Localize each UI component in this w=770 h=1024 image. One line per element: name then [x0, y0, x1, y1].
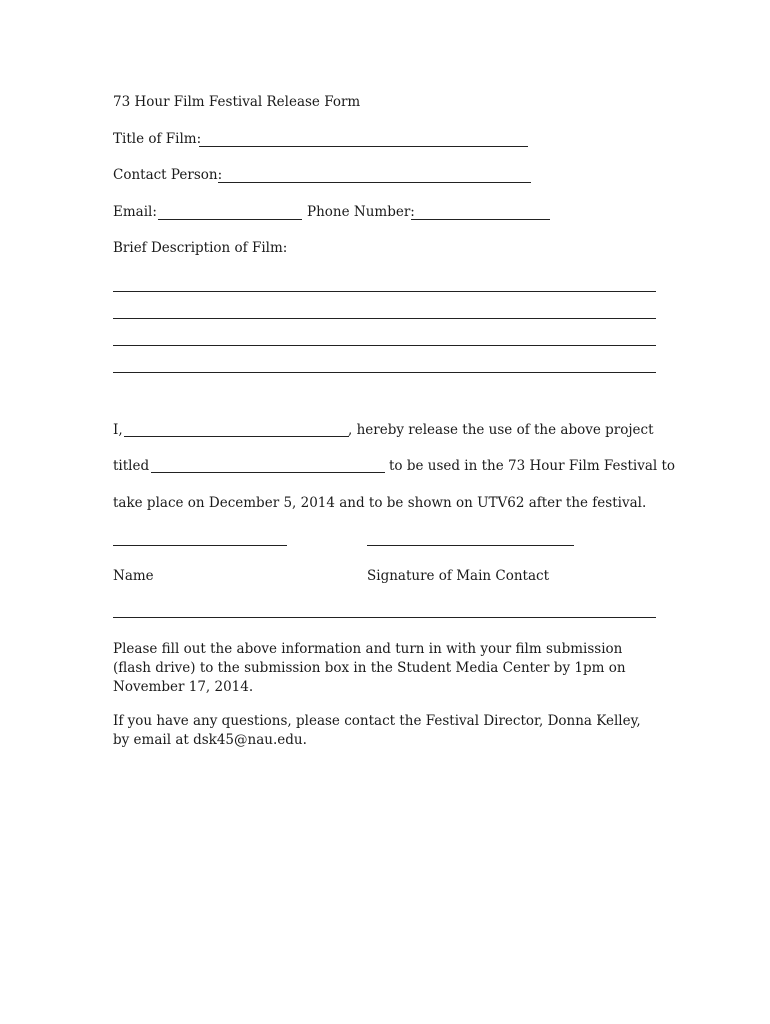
release-date-text: take place on December 5, 2014 and to be shown on UTV62 after the festival. [113, 495, 647, 511]
title-of-film-label: Title of Film: [113, 131, 202, 147]
form-title: 73 Hour Film Festival Release Form [113, 94, 361, 110]
description-line-4[interactable] [113, 372, 656, 373]
release-i-label: I, [113, 422, 123, 438]
description-line-2[interactable] [113, 318, 656, 319]
main-contact-signature-line[interactable] [367, 545, 574, 546]
release-titled-label: titled [113, 458, 150, 474]
name-signature-line[interactable] [113, 545, 287, 546]
title-of-film-field[interactable] [199, 146, 528, 147]
email-field[interactable] [158, 219, 302, 220]
name-label: Name [113, 568, 154, 584]
release-name-field[interactable] [124, 436, 349, 437]
section-divider [113, 617, 656, 618]
description-line-3[interactable] [113, 345, 656, 346]
submission-instructions: Please fill out the above information and turn in with your film submission (flash drive) to the submission box in the Student Media Center by 1pm on November 17, 2014. [113, 641, 626, 695]
description-label: Brief Description of Film: [113, 240, 288, 256]
contact-instructions: If you have any questions, please contact the Festival Director, Donna Kelley, by email at dsk45@nau.edu. [113, 713, 641, 748]
email-label: Email: [113, 204, 157, 220]
phone-number-field[interactable] [411, 219, 550, 220]
description-line-1[interactable] [113, 291, 656, 292]
release-used-in-text: to be used in the 73 Hour Film Festival to [389, 458, 676, 474]
contact-person-label: Contact Person: [113, 167, 223, 183]
contact-person-field[interactable] [218, 182, 531, 183]
release-hereby-text: , hereby release the use of the above project [348, 422, 654, 438]
signature-main-contact-label: Signature of Main Contact [367, 568, 550, 584]
release-title-field[interactable] [151, 472, 385, 473]
phone-number-label: Phone Number: [307, 204, 415, 220]
